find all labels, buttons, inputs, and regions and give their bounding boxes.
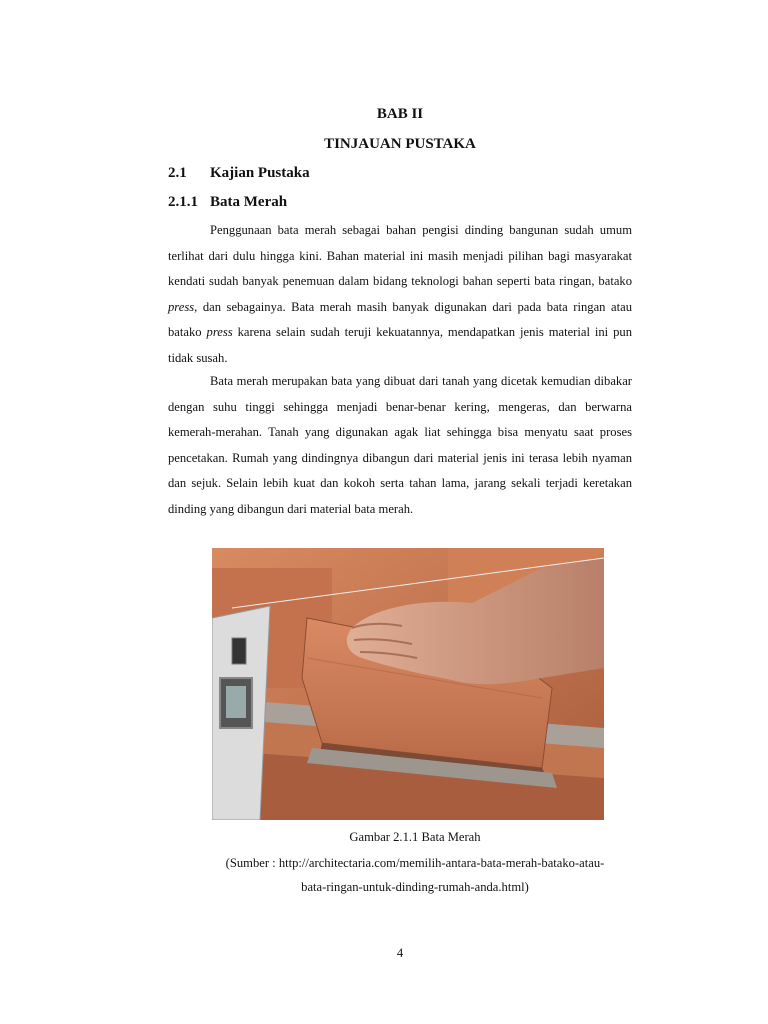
figure-caption: Gambar 2.1.1 Bata Merah [349,830,481,844]
paragraph-text: Bata merah merupakan bata yang dibuat dari tanah yang dicetak kemudian dibakar dengan suhu tinggi sehingga menjadi benar-benar kering, mengeras, dan berwarna kemerah-merahan. Tanah yang digunakan agak liat sehingga bisa menyatu saat proses pencetakan. Rumah yang dindingnya dibangun dari material jenis ini terasa lebih nyaman dan sejuk. Selain lebih kuat dan kokoh serta tahan lama, jarang sekali terjadi keretakan dinding yang dibangun dari material bata merah. [168,374,632,516]
chapter-label: BAB II [376,106,424,122]
figure-source-line-1: (Sumber : http://architectaria.com/memilih-antara-bata-merah-batako-atau- [225,856,605,870]
page-number: 4 [396,946,404,960]
italic-term: press [168,299,195,314]
figure-source-line-2: bata-ringan-untuk-dinding-rumah-anda.html) [301,880,529,894]
subsection-number: 2.1.1 [168,194,198,210]
italic-term: press [206,325,233,340]
paragraph-text: , dan sebagainya. Bata merah masih banyak digunakan dari pada bata ringan atau batako [168,299,632,340]
section-heading [168,165,310,182]
paragraph-2 [168,369,632,523]
chapter-title: TINJAUAN PUSTAKA [324,136,476,152]
subsection-heading [168,194,287,211]
brick-photo-illustration [212,548,604,820]
subsection-title: Bata Merah [210,194,288,210]
paragraph-1 [168,218,632,372]
brick-laying-photo [212,548,604,820]
paragraph-text: Penggunaan bata merah sebagai bahan pengisi dinding bangunan sudah umum terlihat dari dulu hingga kini. Bahan material ini masih menjadi pilihan bagi masyarakat kendati sudah banyak penemuan dalam bidang teknologi bahan seperti bata ringan, batako [168,223,632,289]
section-number: 2.1 [168,165,187,181]
section-title: Kajian Pustaka [210,165,310,181]
paragraph-text: karena selain sudah teruji kekuatannya, mendapatkan jenis material ini pun tidak susah. [168,325,633,365]
